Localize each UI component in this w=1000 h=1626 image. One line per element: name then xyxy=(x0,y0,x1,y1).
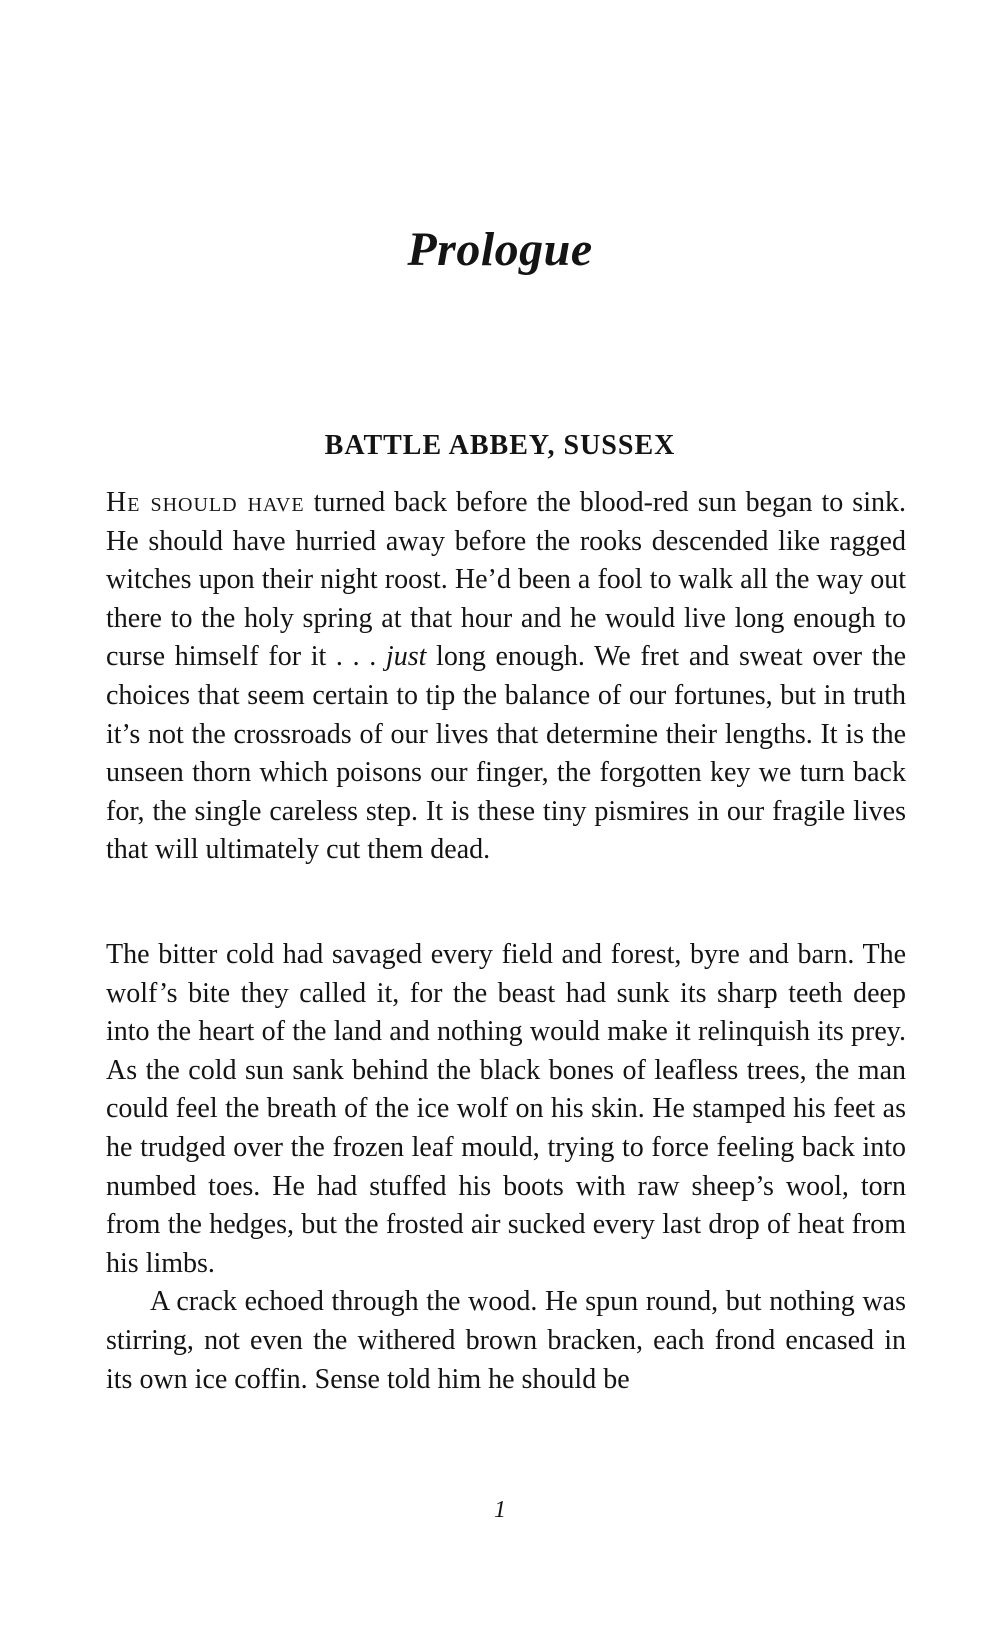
lead-in-smallcaps: He should have xyxy=(106,487,305,518)
opening-paragraph xyxy=(106,484,906,870)
chapter-title: Prologue xyxy=(407,223,593,277)
location-heading: BATTLE ABBEY, SUSSEX xyxy=(324,430,676,462)
emphasis-text: just xyxy=(385,641,427,673)
paragraph-indented: A crack echoed through the wood. He spun round, but nothing was stirring, not even the withered brown bracken, each frond encased in its own ice coffin. Sense told him he should be xyxy=(106,1286,906,1395)
paragraph-text-part2: long enough. We fret and sweat over the choices that seem certain to tip the balance of our fortunes, but in truth it’s not the crossroads of our lives that determine their lengths. It is the unseen thorn which poisons our finger, the forgotten key we turn back for, the single careless step. It is these tiny pismires in our fragile lives that will ultimately cut them dead. xyxy=(106,641,906,866)
body-section xyxy=(106,936,906,1399)
paragraph: The bitter cold had savaged every field and forest, byre and barn. The wolf’s bite they called it, for the beast had sunk its sharp teeth deep into the heart of the land and nothing would make it relinquish its prey. As the cold sun sank behind the black bones of leafless trees, the man could feel the breath of the ice wolf on his skin. He stamped his feet as he trudged over the frozen leaf mould, trying to force feeling back into numbed toes. He had stuffed his boots with raw sheep’s wool, torn from the hedges, but the frosted air sucked every last drop of heat from his limbs. xyxy=(106,939,906,1279)
paragraph-text-part1: turned back before the blood-red sun began to sink. He should have hurried away before the rooks descended like ragged witches upon their night roost. He’d been a fool to walk all the way out there to the holy spring at that hour and he would live long enough to curse himself for it . . . xyxy=(106,487,906,673)
page-number: 1 xyxy=(494,1497,506,1523)
